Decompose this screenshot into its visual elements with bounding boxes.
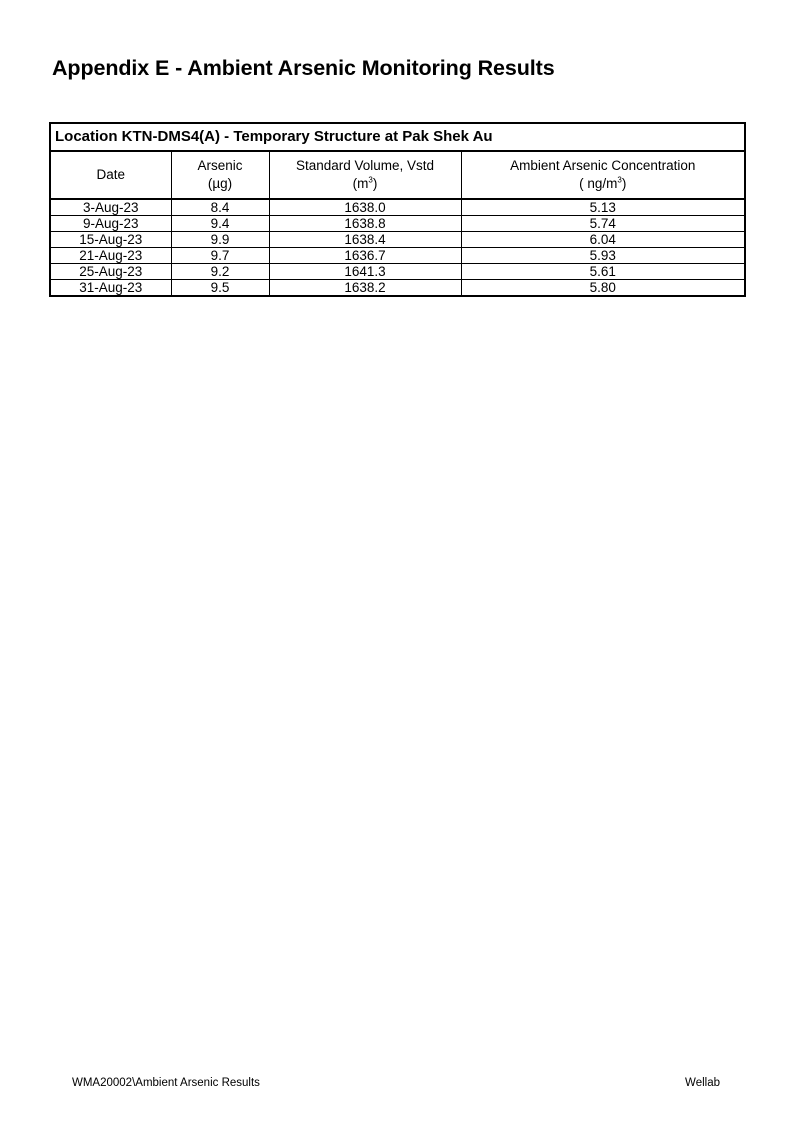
cell-date: 3-Aug-23 xyxy=(50,199,171,216)
cell-concentration: 5.74 xyxy=(461,216,745,232)
cell-concentration: 5.80 xyxy=(461,280,745,297)
cell-volume: 1638.2 xyxy=(269,280,461,297)
cell-volume: 1641.3 xyxy=(269,264,461,280)
cell-arsenic: 9.9 xyxy=(171,232,269,248)
cell-arsenic: 9.4 xyxy=(171,216,269,232)
cell-volume: 1636.7 xyxy=(269,248,461,264)
cell-volume: 1638.4 xyxy=(269,232,461,248)
header-row xyxy=(50,151,745,199)
cell-date: 15-Aug-23 xyxy=(50,232,171,248)
cell-date: 25-Aug-23 xyxy=(50,264,171,280)
table-row xyxy=(50,248,745,264)
cell-date: 21-Aug-23 xyxy=(50,248,171,264)
cell-date: 9-Aug-23 xyxy=(50,216,171,232)
location-label: Location KTN-DMS4(A) - Temporary Structure at Pak Shek Au xyxy=(50,123,745,151)
col-header-standard-volume: Standard Volume, Vstd $(m^3)$ xyxy=(269,151,461,199)
cell-concentration: 5.13 xyxy=(461,199,745,216)
table-row xyxy=(50,264,745,280)
table-row xyxy=(50,280,745,297)
cell-concentration: 6.04 xyxy=(461,232,745,248)
col-header-concentration: Ambient Arsenic Concentration ( $ng/m^3$) xyxy=(461,151,745,199)
cell-date: 31-Aug-23 xyxy=(50,280,171,297)
page-title: Appendix E - Ambient Arsenic Monitoring Results xyxy=(52,56,555,80)
cell-arsenic: 9.5 xyxy=(171,280,269,297)
cell-arsenic: 9.2 xyxy=(171,264,269,280)
col-header-date: Date xyxy=(50,151,171,199)
footer-company-name: Wellab xyxy=(685,1077,720,1089)
location-row xyxy=(50,123,745,151)
cell-concentration: 5.93 xyxy=(461,248,745,264)
cell-arsenic: 9.7 xyxy=(171,248,269,264)
col-header-arsenic: Arsenic (µg) xyxy=(171,151,269,199)
cell-volume: 1638.8 xyxy=(269,216,461,232)
table-row xyxy=(50,216,745,232)
cell-concentration: 5.61 xyxy=(461,264,745,280)
table-row xyxy=(50,232,745,248)
footer-document-reference: WMA20002\Ambient Arsenic Results xyxy=(72,1077,260,1089)
cell-volume: 1638.0 xyxy=(269,199,461,216)
cell-arsenic: 8.4 xyxy=(171,199,269,216)
arsenic-results-table xyxy=(49,122,746,297)
table-row xyxy=(50,199,745,216)
